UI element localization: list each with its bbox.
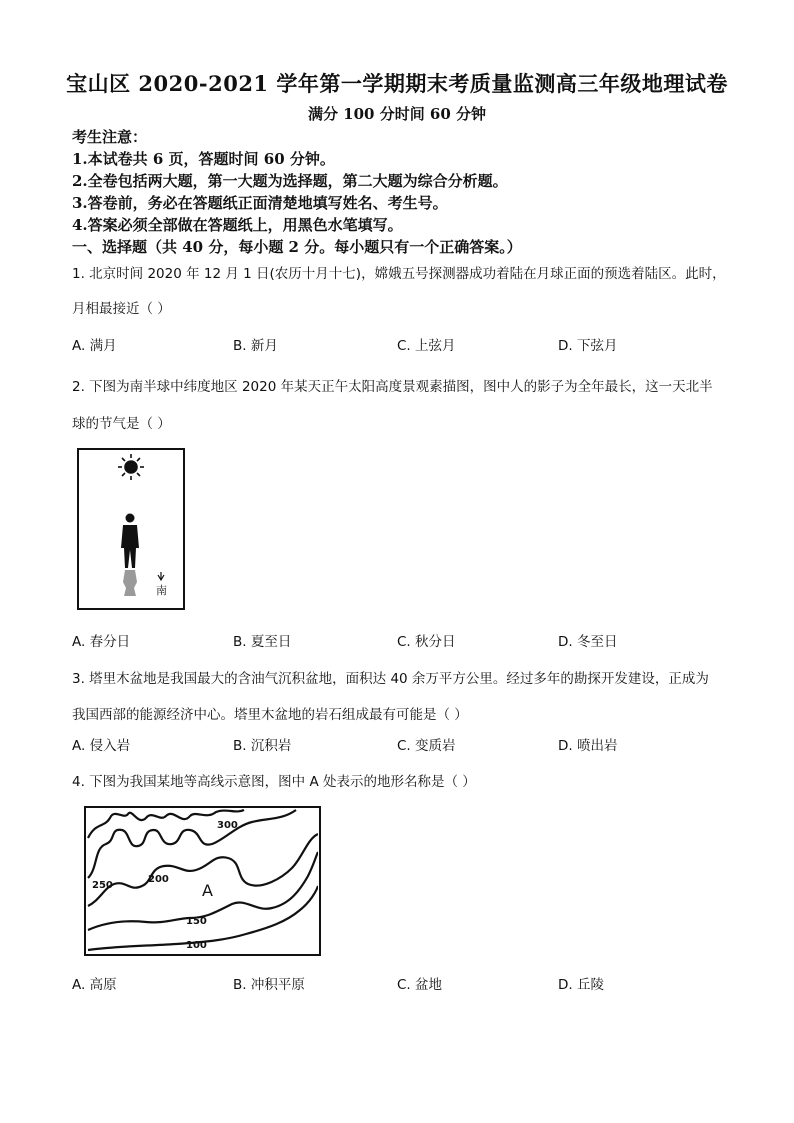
question-3-option-b[interactable]: B. 沉积岩 bbox=[233, 738, 292, 754]
question-3-option-a[interactable]: A. 侵入岩 bbox=[72, 738, 131, 754]
shadow-shape bbox=[123, 570, 137, 596]
notice-item: 3.答卷前，务必在答题纸正面清楚地填写姓名、考生号。 bbox=[72, 194, 448, 212]
notice-item: 1.本试卷共 6 页，答题时间 60 分钟。 bbox=[72, 150, 335, 168]
south-label: 南 bbox=[156, 584, 167, 597]
contour-line-250 bbox=[88, 810, 296, 878]
question-3-text: 我国西部的能源经济中心。塔里木盆地的岩石组成最有可能是（ ） bbox=[72, 707, 468, 723]
question-1-text: 月相最接近（ ） bbox=[72, 301, 171, 317]
question-2-option-c[interactable]: C. 秋分日 bbox=[397, 634, 456, 650]
point-a-label: A bbox=[202, 881, 213, 900]
question-3-option-c[interactable]: C. 变质岩 bbox=[397, 738, 456, 754]
question-2-text: 2. 下图为南半球中纬度地区 2020 年某天正午太阳高度景观素描图，图中人的影子为全年最长，这一天北半 bbox=[72, 379, 713, 395]
contour-map-figure bbox=[84, 806, 321, 956]
question-3-option-d[interactable]: D. 喷出岩 bbox=[558, 738, 618, 754]
exam-title: 宝山区 2020-2021 学年第一学期期末考质量监测高三年级地理试卷 bbox=[66, 71, 728, 96]
question-4-option-d[interactable]: D. 丘陵 bbox=[558, 977, 604, 993]
question-1-option-c[interactable]: C. 上弦月 bbox=[397, 338, 456, 354]
contour-label: 250 bbox=[92, 880, 113, 891]
question-1-option-a[interactable]: A. 满月 bbox=[72, 338, 117, 354]
contour-label: 100 bbox=[186, 940, 207, 951]
exam-subtitle: 满分 100 分时间 60 分钟 bbox=[307, 105, 487, 123]
south-arrow-icon bbox=[158, 572, 164, 580]
notice-heading: 考生注意： bbox=[72, 128, 148, 146]
sun-icon bbox=[118, 454, 144, 480]
question-1-option-b[interactable]: B. 新月 bbox=[233, 338, 278, 354]
question-2-option-a[interactable]: A. 春分日 bbox=[72, 634, 131, 650]
contour-label: 200 bbox=[148, 874, 169, 885]
question-4-option-c[interactable]: C. 盆地 bbox=[397, 977, 443, 993]
question-4-text: 4. 下图为我国某地等高线示意图，图中 A 处表示的地形名称是（ ） bbox=[72, 774, 476, 790]
question-2-option-b[interactable]: B. 夏至日 bbox=[233, 634, 292, 650]
question-2-text: 球的节气是（ ） bbox=[72, 416, 171, 432]
sun-shadow-figure bbox=[77, 448, 185, 610]
question-2-option-d[interactable]: D. 冬至日 bbox=[558, 634, 618, 650]
notice-item: 4.答案必须全部做在答题纸上，用黑色水笔填写。 bbox=[72, 216, 403, 234]
question-1-option-d[interactable]: D. 下弦月 bbox=[558, 338, 618, 354]
person-figure bbox=[121, 514, 139, 569]
section-heading: 一、选择题（共 40 分，每小题 2 分。每小题只有一个正确答案。） bbox=[72, 238, 522, 256]
contour-label: 150 bbox=[186, 916, 207, 927]
question-4-option-a[interactable]: A. 高原 bbox=[72, 977, 117, 993]
notice-item: 2.全卷包括两大题，第一大题为选择题，第二大题为综合分析题。 bbox=[72, 172, 508, 190]
question-1-text: 1. 北京时间 2020 年 12 月 1 日(农历十月十七)，嫦娥五号探测器成功着陆在月球正面的预选着陆区。此时， bbox=[72, 266, 726, 282]
contour-label: 300 bbox=[217, 820, 238, 831]
question-4-option-b[interactable]: B. 冲积平原 bbox=[233, 977, 305, 993]
question-3-text: 3. 塔里木盆地是我国最大的含油气沉积盆地，面积达 40 余万平方公里。经过多年的勘探开发建设，正成为 bbox=[72, 671, 709, 687]
